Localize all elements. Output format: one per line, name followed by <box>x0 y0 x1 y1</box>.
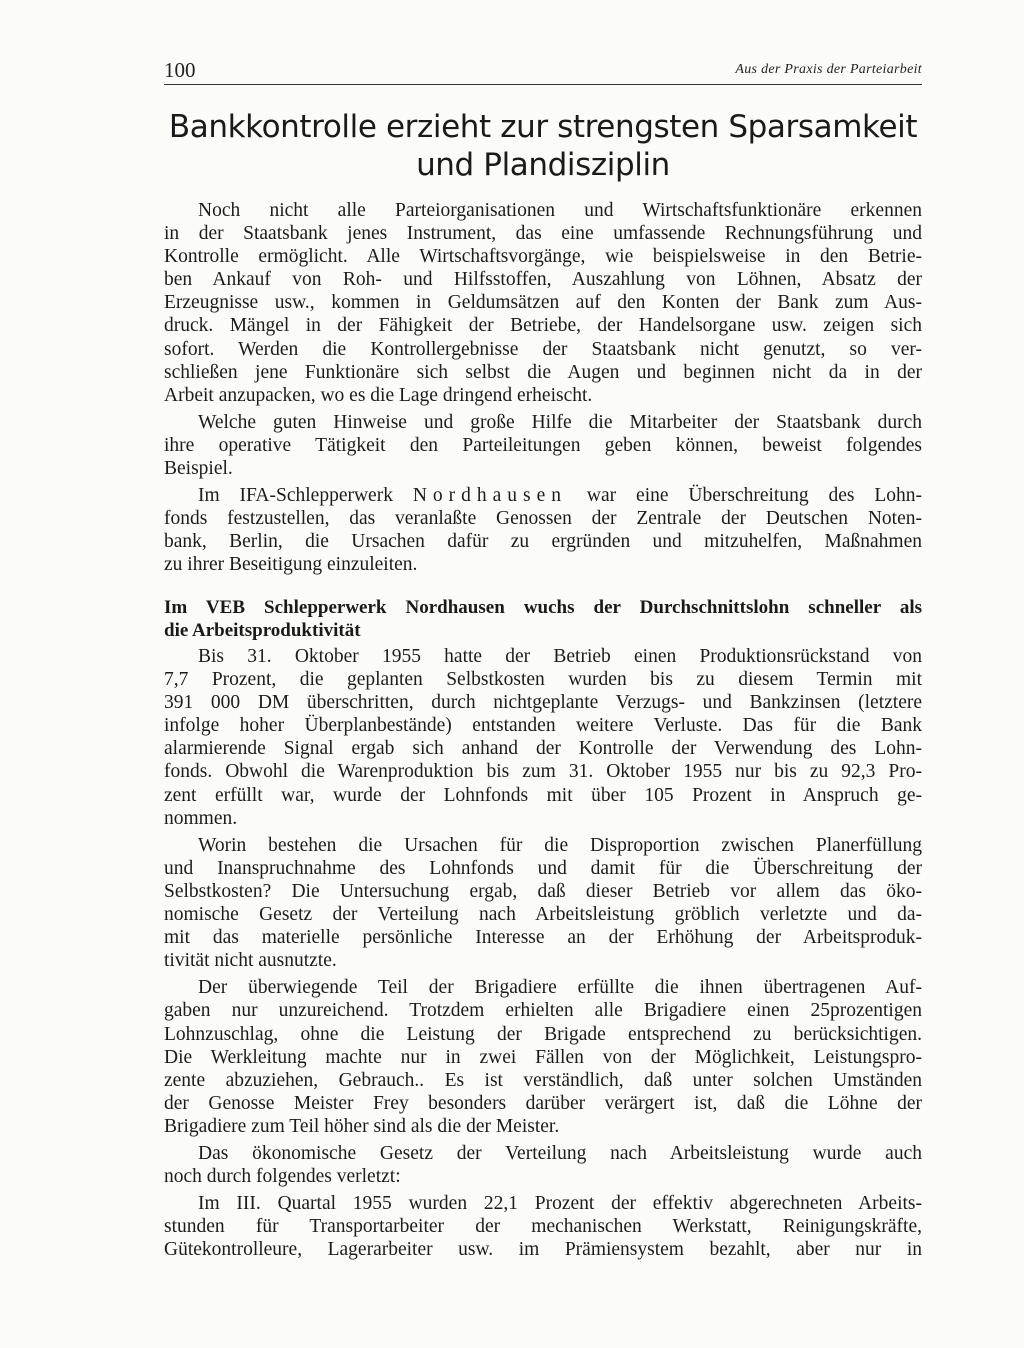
text-line: alarmierende Signal ergab sich anhand der Kontrolle der Verwendung des Lohn- <box>164 738 922 760</box>
text-line: Arbeit anzupacken, wo es die Lage dringend erheischt. <box>164 384 593 406</box>
text-line: Lohnzuschlag, ohne die Leistung der Brigade entsprechend zu berücksichtigen. <box>164 1023 922 1045</box>
text-line: sofort. Werden die Kontrollergebnisse der Staatsbank nicht genutzt, so ver- <box>164 338 922 360</box>
text-line: gaben nur unzureichend. Trotzdem erhielten alle Brigadiere einen 25prozentigen <box>164 1000 922 1022</box>
text-line: Kontrolle ermöglicht. Alle Wirtschaftsvorgänge, wie beispielsweise in den Betrie- <box>164 246 922 268</box>
text-line: Bis 31. Oktober 1955 hatte der Betrieb einen Produktionsrückstand von <box>198 646 922 667</box>
text-line: noch durch folgendes verletzt: <box>164 1166 401 1188</box>
paragraph-1 <box>164 199 922 407</box>
paragraph-4 <box>164 645 922 830</box>
text-line: Das ökonomische Gesetz der Verteilung nach Arbeitsleistung wurde auch <box>198 1142 922 1164</box>
text-line: druck. Mängel in der Fähigkeit der Betriebe, der Handelsorgane usw. zeigen sich <box>164 315 922 337</box>
section-subheading <box>164 596 922 642</box>
section-intro <box>164 199 922 577</box>
subheading-line-1: Im VEB Schlepperwerk Nordhausen wuchs der Durchschnittslohn schneller als <box>164 597 922 618</box>
text-line: Der überwiegende Teil der Brigadiere erfüllte die ihnen übertragenen Auf- <box>198 977 922 999</box>
page-header <box>164 58 922 85</box>
text-line: Erzeugnisse usw., kommen in Geldumsätzen auf den Konten der Bank zum Aus- <box>164 292 922 314</box>
title-line-2: und Plandisziplin <box>416 147 670 183</box>
text-line: Brigadiere zum Teil höher sind als die der Meister. <box>164 1115 560 1137</box>
text-line: nomische Gesetz der Verteilung nach Arbeitsleistung gröblich verletzte und da- <box>164 904 922 926</box>
text-line: stunden für Transportarbeiter der mechanischen Werkstatt, Reinigungskräfte, <box>164 1216 922 1238</box>
text-line <box>164 484 922 507</box>
text-line: Gütekontrolleure, Lagerarbeiter usw. im Prämiensystem bezahlt, aber nur in <box>164 1239 922 1261</box>
text-line: Selbstkosten? Die Untersuchung ergab, daß dieser Betrieb vor allem das öko- <box>164 880 922 902</box>
text-line: Im III. Quartal 1955 wurden 22,1 Prozent der effektiv abgerechneten Arbeits- <box>198 1193 922 1215</box>
section-nordhausen <box>164 645 922 1261</box>
emphasized-place-name: Nordhausen <box>412 485 568 507</box>
text-line: 7,7 Prozent, die geplanten Selbstkosten wurden bis zu diesem Termin mit <box>164 669 922 691</box>
text-line: ihre operative Tätigkeit den Parteileitungen geben können, beweist folgendes <box>164 434 922 456</box>
paragraph-3 <box>164 484 922 576</box>
text-fragment: war eine Überschreitung des Lohn- <box>567 485 922 507</box>
text-line: bank, Berlin, die Ursachen dafür zu ergründen und mitzuhelfen, Maßnahmen <box>164 531 922 553</box>
text-line: 391 000 DM überschritten, durch nichtgeplante Verzugs- und Bankzinsen (letztere <box>164 692 922 714</box>
article-title <box>164 108 922 184</box>
text-line: und Inanspruchnahme des Lohnfonds und damit für die Überschreitung der <box>164 857 922 879</box>
paragraph-7 <box>164 1142 922 1188</box>
subheading-line-2: die Arbeitsproduktivität <box>164 620 361 641</box>
text-line: Die Werkleitung machte nur in zwei Fällen von der Möglichkeit, Leistungspro- <box>164 1046 922 1068</box>
page-number: 100 <box>164 58 196 82</box>
text-fragment: Im IFA-Schlepperwerk <box>198 485 413 507</box>
paragraph-8 <box>164 1192 922 1261</box>
text-line: Beispiel. <box>164 458 233 480</box>
text-line: zente abzuziehen, Gebrauch.. Es ist verständlich, daß unter solchen Umständen <box>164 1069 922 1091</box>
text-line: der Genosse Meister Frey besonders darüber verärgert ist, daß die Löhne der <box>164 1092 922 1114</box>
text-line: ben Ankauf von Roh- und Hilfsstoffen, Auszahlung von Löhnen, Absatz der <box>164 269 922 291</box>
text-line: Noch nicht alle Parteiorganisationen und Wirtschaftsfunktionäre erkennen <box>198 200 922 221</box>
paragraph-6 <box>164 976 922 1138</box>
paragraph-5 <box>164 834 922 973</box>
text-line: mit das materielle persönliche Interesse an der Erhöhung der Arbeitsproduk- <box>164 927 922 949</box>
text-line: zent erfüllt war, wurde der Lohnfonds mit über 105 Prozent in Anspruch ge- <box>164 784 922 806</box>
text-line: in der Staatsbank jenes Instrument, das eine umfassende Rechnungsführung und <box>164 223 922 245</box>
title-line-1: Bankkontrolle erzieht zur strengsten Sparsamkeit <box>168 109 918 145</box>
text-line: tivität nicht ausnutzte. <box>164 950 337 972</box>
text-line: zu ihrer Beseitigung einzuleiten. <box>164 554 418 576</box>
text-line: schließen jene Funktionäre sich selbst die Augen und beginnen nicht da in der <box>164 361 922 383</box>
paragraph-2 <box>164 411 922 480</box>
text-line: Worin bestehen die Ursachen für die Disproportion zwischen Planerfüllung <box>198 834 922 856</box>
text-line: fonds. Obwohl die Warenproduktion bis zum 31. Oktober 1955 nur bis zu 92,3 Pro- <box>164 761 922 783</box>
text-line: Welche guten Hinweise und große Hilfe die Mitarbeiter der Staatsbank durch <box>198 411 922 433</box>
text-line: nommen. <box>164 807 238 829</box>
text-line: infolge hoher Überplanbestände) entstanden weitere Verluste. Das für die Bank <box>164 715 922 737</box>
text-line: fonds festzustellen, das veranlaßte Genossen der Zentrale der Deutschen Noten- <box>164 508 922 530</box>
running-head: Aus der Praxis der Parteiarbeit <box>735 62 922 77</box>
